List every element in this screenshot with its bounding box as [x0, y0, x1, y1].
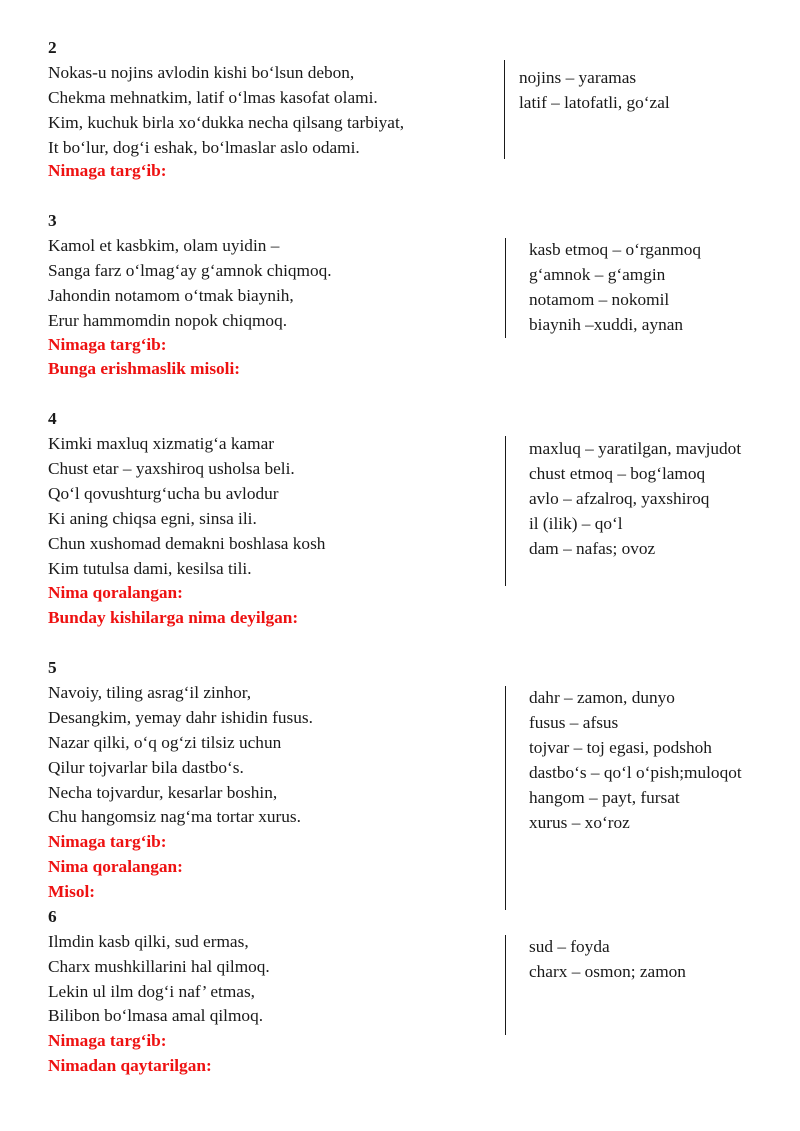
prompt-question: Bunday kishilarga nima deyilgan:	[48, 608, 299, 627]
glossary-item: hangom – payt, fursat	[529, 788, 680, 807]
verse-line: Ki aning chiqsa egni, sinsa ili.	[48, 509, 257, 528]
glossary-item: kasb etmoq – o‘rganmoq	[529, 240, 701, 259]
verse-line: Kim tutulsa dami, kesilsa tili.	[48, 559, 252, 578]
section-number: 4	[48, 409, 57, 428]
glossary-item: nojins – yaramas	[519, 68, 637, 87]
prompt-question: Nimaga targ‘ib:	[48, 1031, 167, 1050]
verse-line: Navoiy, tiling asrag‘il zinhor,	[48, 683, 252, 702]
glossary-item: notamom – nokomil	[529, 290, 670, 309]
section-number: 3	[48, 211, 57, 230]
verse-line: Qilur tojvarlar bila dastbo‘s.	[48, 758, 244, 777]
verse-line: Kimki maxluq xizmatig‘a kamar	[48, 434, 275, 453]
prompt-question: Nimadan qaytarilgan:	[48, 1056, 212, 1075]
glossary-item: il (ilik) – qo‘l	[529, 514, 623, 533]
verse-line: Erur hammomdin nopok chiqmoq.	[48, 311, 288, 330]
glossary-item: dahr – zamon, dunyo	[529, 688, 675, 707]
glossary-item: sud – foyda	[529, 937, 610, 956]
verse-line: Chu hangomsiz nag‘ma tortar xurus.	[48, 807, 301, 826]
glossary-item: latif – latofatli, go‘zal	[519, 93, 670, 112]
prompt-question: Nimaga targ‘ib:	[48, 335, 167, 354]
glossary-item: avlo – afzalroq, yaxshiroq	[529, 489, 710, 508]
verse-line: Charx mushkillarini hal qilmoq.	[48, 957, 270, 976]
verse-line: Nazar qilki, o‘q og‘zi tilsiz uchun	[48, 733, 282, 752]
prompt-question: Bunga erishmaslik misoli:	[48, 359, 241, 378]
glossary-item: tojvar – toj egasi, podshoh	[529, 738, 712, 757]
glossary-item: chust etmoq – bog‘lamoq	[529, 464, 706, 483]
glossary-divider	[504, 60, 505, 159]
glossary-item: xurus – xo‘roz	[529, 813, 630, 832]
verse-line: Chust etar – yaxshiroq usholsa beli.	[48, 459, 295, 478]
verse-line: Jahondin notamom o‘tmak biaynih,	[48, 286, 294, 305]
verse-line: Bilibon bo‘lmasa amal qilmoq.	[48, 1006, 264, 1025]
glossary-divider	[505, 935, 506, 1035]
prompt-question: Nimaga targ‘ib:	[48, 832, 167, 851]
prompt-question: Misol:	[48, 882, 96, 901]
verse-line: Sanga farz o‘lmag‘ay g‘amnok chiqmoq.	[48, 261, 332, 280]
prompt-question: Nima qoralangan:	[48, 583, 183, 602]
glossary-item: maxluq – yaratilgan, mavjudot	[529, 439, 742, 458]
section-number: 6	[48, 907, 57, 926]
glossary-divider	[505, 686, 506, 910]
prompt-question: Nima qoralangan:	[48, 857, 183, 876]
section-number: 2	[48, 38, 57, 57]
verse-line: Nokas-u nojins avlodin kishi bo‘lsun debon,	[48, 63, 355, 82]
glossary-item: charx – osmon; zamon	[529, 962, 686, 981]
verse-line: Chekma mehnatkim, latif o‘lmas kasofat olami.	[48, 88, 378, 107]
verse-line: Qo‘l qovushturg‘ucha bu avlodur	[48, 484, 279, 503]
glossary-item: dam – nafas; ovoz	[529, 539, 656, 558]
verse-line: Ilmdin kasb qilki, sud ermas,	[48, 932, 249, 951]
glossary-item: dastbo‘s – qo‘l o‘pish;muloqot	[529, 763, 742, 782]
glossary-divider	[505, 238, 506, 338]
glossary-item: g‘amnok – g‘amgin	[529, 265, 666, 284]
prompt-question: Nimaga targ‘ib:	[48, 161, 167, 180]
verse-line: Chun xushomad demakni boshlasa kosh	[48, 534, 326, 553]
verse-line: Lekin ul ilm dog‘i naf’ etmas,	[48, 982, 255, 1001]
glossary-item: fusus – afsus	[529, 713, 619, 732]
verse-line: Necha tojvardur, kesarlar boshin,	[48, 783, 278, 802]
verse-line: Kim, kuchuk birla xo‘dukka necha qilsang tarbiyat,	[48, 113, 405, 132]
section-number: 5	[48, 658, 57, 677]
glossary-divider	[505, 436, 506, 586]
verse-line: Desangkim, yemay dahr ishidin fusus.	[48, 708, 313, 727]
verse-line: It bo‘lur, dog‘i eshak, bo‘lmaslar aslo odami.	[48, 138, 360, 157]
glossary-item: biaynih –xuddi, aynan	[529, 315, 684, 334]
verse-line: Kamol et kasbkim, olam uyidin –	[48, 236, 280, 255]
